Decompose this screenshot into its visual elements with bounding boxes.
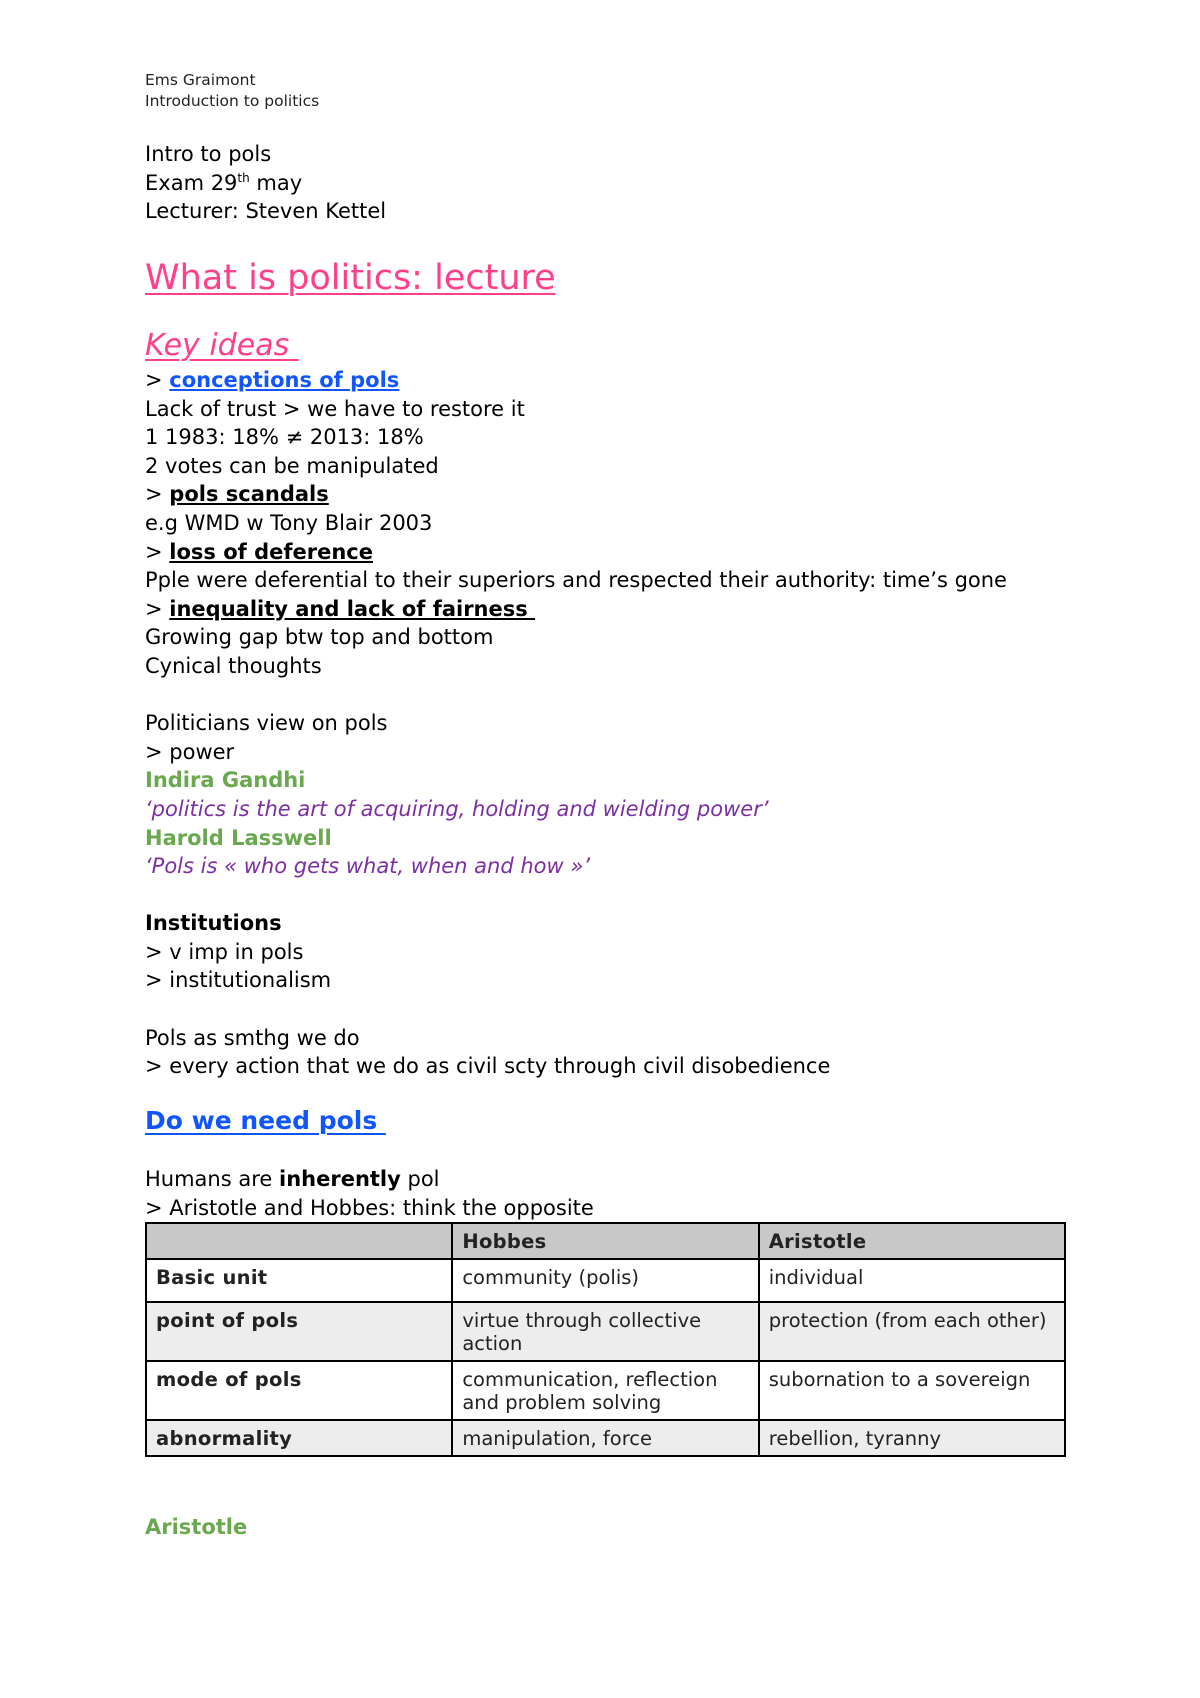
intro-line: Intro to pols — [145, 142, 272, 166]
exam-superscript: th — [237, 170, 250, 185]
bullet-marker: > — [145, 539, 170, 564]
table-row — [146, 1361, 1065, 1420]
pple-line: Pple were deferential to their superiors and respected their authority: time’s gone — [145, 568, 1007, 593]
need-pols-heading: Do we need pols — [145, 1106, 386, 1135]
institutions-imp: > v imp in pols — [145, 939, 304, 964]
stat-line: 1 1983: 18% ≠ 2013: 18% — [145, 425, 424, 450]
conceptions-line — [145, 366, 1007, 395]
lasswell-quote: ‘Pols is « who gets what, when and how »’ — [145, 854, 590, 879]
comparison-table — [145, 1222, 1066, 1457]
gap-line: Growing gap btw top and bottom — [145, 625, 494, 650]
key-ideas-heading: Key ideas — [145, 328, 299, 363]
institutions-ism: > institutionalism — [145, 968, 332, 993]
gandhi-quote: ‘politics is the art of acquiring, holding and wielding power’ — [145, 796, 769, 821]
table-cell: community (polis) — [452, 1259, 758, 1302]
key-ideas-block — [145, 366, 1007, 1081]
pols-do-heading: Pols as smthg we do — [145, 1025, 360, 1050]
deference-line — [145, 538, 1007, 567]
page-header — [145, 70, 319, 112]
lecturer-line: Lecturer: Steven Kettel — [145, 199, 387, 224]
institutions-heading: Institutions — [145, 911, 282, 936]
scandals-label: pols scandals — [169, 482, 329, 507]
table-row-label: point of pols — [146, 1302, 452, 1361]
need-pols-block — [145, 1165, 594, 1222]
bullet-marker: > — [145, 368, 170, 392]
deference-label: loss of deference — [169, 539, 373, 564]
blank-line — [145, 881, 1007, 910]
intro-block — [145, 140, 386, 226]
table-row-label: Basic unit — [146, 1259, 452, 1302]
course-name: Introduction to politics — [145, 92, 320, 110]
aristotle-heading: Aristotle — [145, 1515, 248, 1539]
humans-bold: inherently — [279, 1167, 401, 1191]
page-title: What is politics: lecture — [145, 258, 556, 298]
humans-text-end: pol — [400, 1167, 440, 1191]
table-header-cell: Aristotle — [759, 1223, 1065, 1259]
table-cell: individual — [759, 1259, 1065, 1302]
inequality-label: inequality and lack of fairness — [169, 596, 536, 621]
blank-line — [145, 995, 1007, 1024]
table-header-row — [146, 1223, 1065, 1259]
gandhi-name: Indira Gandhi — [145, 768, 306, 793]
exam-text: Exam 29 — [145, 170, 238, 195]
table-row — [146, 1259, 1065, 1302]
table-header-cell: Hobbes — [452, 1223, 758, 1259]
bullet-marker: > — [145, 596, 170, 621]
table-cell: virtue through collective action — [452, 1302, 758, 1361]
table-cell: rebellion, tyranny — [759, 1420, 1065, 1456]
pols-do-action: > every action that we do as civil scty through civil disobedience — [145, 1054, 831, 1079]
blank-line — [145, 681, 1007, 710]
inequality-line — [145, 595, 1007, 624]
lasswell-name: Harold Lasswell — [145, 825, 332, 850]
table-row — [146, 1420, 1065, 1456]
table-header-cell — [146, 1223, 452, 1259]
exam-line — [145, 169, 386, 198]
table-cell: manipulation, force — [452, 1420, 758, 1456]
table-cell: subornation to a sovereign — [759, 1361, 1065, 1420]
author-name: Ems Graimont — [145, 71, 256, 89]
table-cell: communication, reflection and problem solving — [452, 1361, 758, 1420]
bullet-marker: > — [145, 482, 170, 507]
table-row — [146, 1302, 1065, 1361]
cynical-line: Cynical thoughts — [145, 653, 322, 678]
trust-line: Lack of trust > we have to restore it — [145, 396, 525, 421]
scandals-line — [145, 480, 1007, 509]
table-row-label: abnormality — [146, 1420, 452, 1456]
votes-line: 2 votes can be manipulated — [145, 453, 439, 478]
politicians-heading: Politicians view on pols — [145, 711, 388, 736]
table-cell: protection (from each other) — [759, 1302, 1065, 1361]
exam-text-end: may — [249, 170, 303, 195]
opposite-line: > Aristotle and Hobbes: think the opposite — [145, 1195, 594, 1220]
table-row-label: mode of pols — [146, 1361, 452, 1420]
wmd-line: e.g WMD w Tony Blair 2003 — [145, 510, 433, 535]
humans-text: Humans are — [145, 1167, 279, 1191]
humans-line — [145, 1165, 594, 1194]
conceptions-link[interactable]: conceptions of pols — [169, 368, 400, 392]
power-line: > power — [145, 739, 235, 764]
